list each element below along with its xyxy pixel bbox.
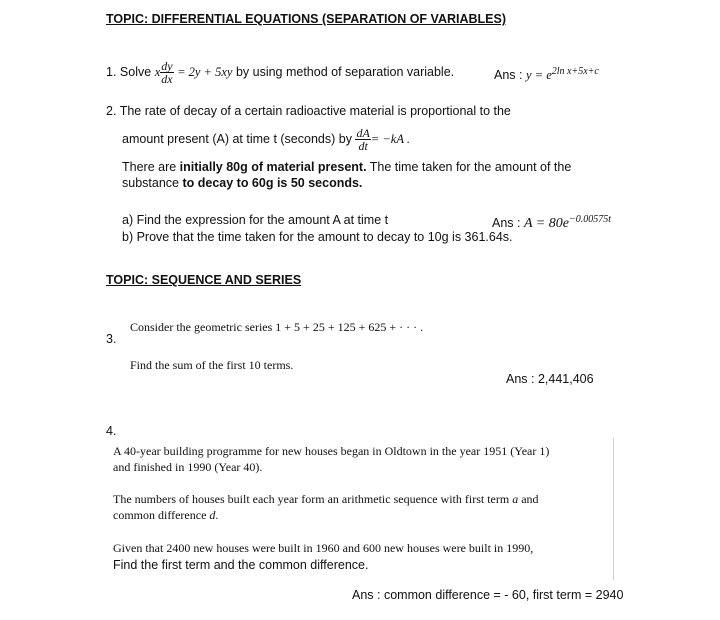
question-1-answer-base: y = e: [525, 68, 552, 83]
question-3-answer: Ans : 2,441,406: [506, 372, 594, 386]
question-3-line-1: Consider the geometric series 1 + 5 + 25 + 125 + 625 + · · · .: [130, 320, 424, 334]
question-1: [106, 58, 454, 86]
question-3-number: 3.: [106, 332, 117, 346]
question-1-answer-label: Ans :: [494, 68, 523, 83]
question-1-method: by using method of separation variable.: [235, 65, 455, 79]
question-4-para-2-text-4: .: [215, 508, 219, 522]
question-2-text-1: The rate of decay of a certain radioactive material is proportional to the: [119, 104, 511, 118]
question-1-answer: [494, 58, 599, 89]
question-2-derivative: $\frac{dA}{dt}$: [356, 126, 370, 154]
question-4-para-2-text-2: and: [518, 492, 539, 506]
question-2-line-4: [122, 176, 362, 190]
question-1-number: 1.: [106, 65, 117, 79]
question-4-para-3-line-1: Given that 2400 new houses were built in 1960 and 600 new houses were built in 1990,: [113, 541, 534, 555]
question-2-text-3a: There are: [122, 160, 180, 174]
question-2-answer-a-base: A = 80e: [523, 216, 569, 232]
question-4-symbol-a: a: [512, 492, 519, 506]
topic-heading-sequence-and-series: TOPIC: SEQUENCE AND SERIES: [106, 273, 302, 287]
question-2-text-3b: The time taken for the amount of the: [366, 160, 572, 174]
question-4-para-2-text-3: common difference: [113, 508, 210, 522]
topic-heading-differential-equations: TOPIC: DIFFERENTIAL EQUATIONS (SEPARATION OF VARIABLES): [106, 12, 507, 26]
question-4-para-2-line-2: [113, 508, 218, 523]
question-2-answer-a-label: Ans :: [492, 216, 521, 231]
question-1-derivative: $\frac{dy}{dx}$: [161, 59, 173, 87]
question-1-rhs: = 2y + 5xy: [177, 65, 233, 79]
question-1-answer-exponent: 2ln x+5x+c: [551, 66, 599, 77]
question-2-text-2: amount present (A) at time t (seconds) by: [122, 132, 352, 146]
question-4-symbol-d: d: [209, 508, 216, 522]
question-4-para-1-line-2: and finished in 1990 (Year 40).: [113, 460, 263, 474]
question-2-text-3-bold: initially 80g of material present.: [179, 160, 367, 174]
question-4-para-2-text-1: The numbers of houses built each year form an arithmetic sequence with first term: [113, 492, 513, 506]
question-2-part-a: a) Find the expression for the amount A at time t: [122, 213, 389, 227]
question-1-lead: Solve: [119, 65, 152, 79]
question-1-x: x: [154, 65, 161, 79]
question-4-para-1-line-1: A 40-year building programme for new houses began in Oldtown in the year 1951 (Year 1): [113, 444, 550, 458]
question-2-line-3: [122, 160, 571, 174]
question-2-text-4a: substance: [122, 176, 183, 190]
question-2-equation-rhs: = −kA .: [370, 132, 410, 146]
question-2-line-2: [122, 124, 410, 154]
question-4-para-2-line-1: [113, 492, 539, 507]
question-4-number: 4.: [106, 424, 117, 438]
question-2-text-4-bold: to decay to 60g is 50 seconds.: [182, 176, 363, 190]
question-2-answer-a-exponent: −0.00575t: [568, 214, 611, 225]
question-2-line-1: [106, 104, 511, 118]
question-2-part-b: b) Prove that the time taken for the amount to decay to 10g is 361.64s.: [122, 230, 513, 244]
question-2-number: 2.: [106, 104, 117, 118]
question-3-line-2: Find the sum of the first 10 terms.: [130, 358, 294, 372]
question-4-answer: Ans : common difference = - 60, first term = 2940: [352, 588, 624, 602]
question-4-para-3-line-2: Find the first term and the common difference.: [113, 558, 369, 572]
